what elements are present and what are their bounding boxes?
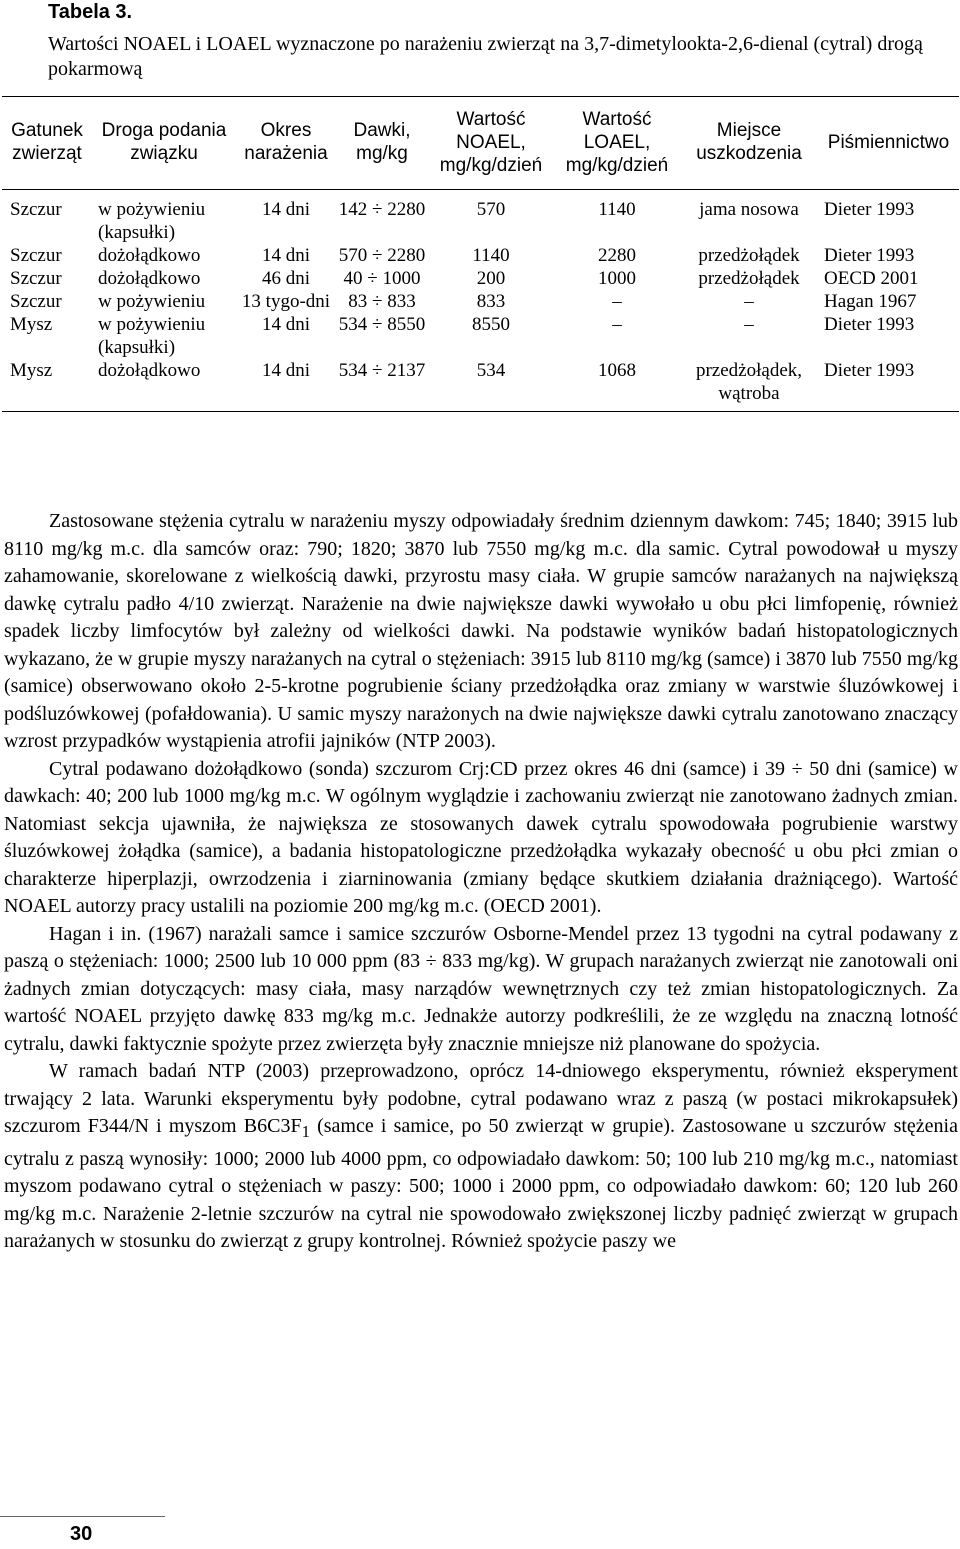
header-period: Okres narażenia bbox=[236, 97, 336, 190]
footer-rule bbox=[0, 1516, 165, 1517]
table-row bbox=[2, 267, 959, 290]
cell-species: Mysz bbox=[2, 359, 92, 412]
cell-loael: 1000 bbox=[598, 268, 636, 289]
cell-noael: 1140 bbox=[472, 245, 510, 266]
cell-species: Szczur bbox=[10, 199, 62, 220]
paragraph: Cytral podawano dożołądkowo (sonda) szczurom Crj:CD przez okres 46 dni (samce) i 39 ÷ 50 dni (samice) w dawkach: 40; 200 lub 1000 mg/kg m.c. W ogólnym wyglądzie i zachowaniu zwierząt nie zanotowano żadnych zmian. Natomiast sekcja ujawniła, że największa ze stosowanych dawek cytralu spowodowała pogrubienie warstwy śluzówkowej żołądka (samice), a badania histopatologiczne przedżołądka wykazały obecność u obu płci zmian o charakterze hiperplazji, owrzodzenia i ziarninowania (zmiany będące skutkiem działania drażniącego). Wartość NOAEL autorzy pracy ustalili na poziomie 200 mg/kg m.c. (OECD 2001). bbox=[4, 757, 958, 917]
table-header-row bbox=[2, 97, 959, 190]
cell-loael: – bbox=[612, 291, 622, 312]
cell-damage-site: przedżołądek bbox=[698, 245, 800, 266]
cell-period: 46 dni bbox=[261, 268, 311, 289]
header-noael: Wartość NOAEL, mg/kg/dzień bbox=[428, 97, 554, 190]
cell-noael: 570 bbox=[476, 199, 506, 220]
cell-doses: 570 ÷ 2280 bbox=[338, 245, 426, 266]
cell-reference: OECD 2001 bbox=[824, 268, 919, 289]
cell-species: Szczur bbox=[10, 291, 62, 312]
cell-reference: Dieter 1993 bbox=[824, 199, 915, 220]
cell-doses: 534 ÷ 2137 bbox=[336, 359, 428, 412]
cell-species: Szczur bbox=[10, 268, 62, 289]
paragraph-text: W ramach badań NTP (2003) przeprowadzono, oprócz 14-dniowego eksperymentu, również eksperyment trwający 2 lata. Warunki eksperymentu były podobne, cytral podawano wraz z paszą (w postaci mikrokapsułek) szczurom F344/N i myszom B6C3F bbox=[4, 1060, 958, 1137]
subscript: 1 bbox=[301, 1122, 310, 1141]
cell-period: 14 dni bbox=[261, 314, 311, 335]
cell-loael: – bbox=[612, 314, 622, 335]
cell-period: 14 dni bbox=[236, 359, 336, 412]
body-text bbox=[4, 508, 958, 1256]
cell-damage-site: – bbox=[744, 291, 754, 312]
header-route: Droga podania związku bbox=[92, 97, 236, 190]
paragraph bbox=[4, 1058, 958, 1256]
cell-species: Szczur bbox=[10, 245, 62, 266]
table-row bbox=[2, 190, 959, 245]
table-title: Wartości NOAEL i LOAEL wyznaczone po narażeniu zwierząt na 3,7-dimetylookta-2,6-dienal (cytral) drogą pokarmową bbox=[48, 33, 923, 80]
cell-route: w pożywieniu (kapsułki) bbox=[98, 314, 206, 358]
cell-loael: 2280 bbox=[598, 245, 636, 266]
cell-doses: 142 ÷ 2280 bbox=[338, 199, 426, 220]
cell-reference: Hagan 1967 bbox=[824, 291, 917, 312]
cell-doses: 534 ÷ 8550 bbox=[338, 314, 426, 335]
cell-route: dożołądkowo bbox=[92, 359, 236, 412]
cell-noael: 8550 bbox=[472, 314, 510, 335]
header-damage-site: Miejsce uszkodzenia bbox=[680, 97, 818, 190]
cell-reference: Dieter 1993 bbox=[818, 359, 959, 412]
paragraph-text: (samce i samice, po 50 zwierząt w grupie). Zastosowane u szczurów stężenia cytralu z paszą wynosiły: 1000; 2000 lub 4000 ppm, co odpowiadało dawkom: 50; 100 lub 210 mg/kg m.c., natomiast myszom podawano cytral o stężeniach w paszy: 500; 1000 i 2000 ppm, co odpowiadało dawkom: 60; 120 lub 260 mg/kg m.c. Narażenie 2-letnie szczurów na cytral nie spowodowało zwiększonej liczby padnięć zwierząt w grupach narażanych w stosunku do zwierząt z grupy kontrolnej. Również spożycie paszy we bbox=[4, 1115, 958, 1252]
cell-reference: Dieter 1993 bbox=[824, 245, 915, 266]
cell-damage-site: przedżołądek, wątroba bbox=[680, 359, 818, 412]
header-references: Piśmiennictwo bbox=[818, 97, 959, 190]
header-doses: Dawki, mg/kg bbox=[336, 97, 428, 190]
page-number: 30 bbox=[70, 1523, 93, 1545]
cell-reference: Dieter 1993 bbox=[824, 314, 915, 335]
cell-noael: 534 bbox=[428, 359, 554, 412]
header-species: Gatunek zwierząt bbox=[2, 97, 92, 190]
table-row bbox=[2, 244, 959, 267]
table-row bbox=[2, 313, 959, 359]
cell-doses: 83 ÷ 833 bbox=[348, 291, 416, 312]
cell-noael: 833 bbox=[476, 291, 506, 312]
cell-period: 14 dni bbox=[261, 245, 311, 266]
cell-route: dożołądkowo bbox=[98, 245, 201, 266]
cell-route: dożołądkowo bbox=[98, 268, 201, 289]
cell-noael: 200 bbox=[476, 268, 506, 289]
paragraph: Zastosowane stężenia cytralu w narażeniu myszy odpowiadały średnim dziennym dawkom: 745; 1840; 3915 lub 8110 mg/kg m.c. dla samców oraz: 790; 1820; 3870 lub 7550 mg/kg m.c. dla samic. Cytral powodował u myszy zahamowanie, skorelowane z wielkością dawki, przyrostu masy ciała. W grupie samców narażanych na największą dawkę cytralu padło 4/10 zwierząt. Narażenie na dwie największe dawki wywołało u obu płci limfopenię, również spadek liczby limfocytów był zależny od wielkości dawki. Na podstawie wyników badań histopatologicznych wykazano, że w grupie myszy narażanych na cytral o stężeniach: 3915 lub 8110 mg/kg (samce) i 3870 lub 7550 mg/kg (samice) obserwowano około 2-5-krotne pogrubienie ściany przedżołądka oraz zmiany w warstwie śluzówkowej i podśluzówkowej (pofałdowania). U samic myszy narażonych na dwie największe dawki cytralu zanotowano znaczący wzrost przypadków wystąpienia atrofii jajników (NTP 2003). bbox=[4, 510, 958, 752]
cell-period: 14 dni bbox=[261, 199, 311, 220]
cell-damage-site: – bbox=[744, 314, 754, 335]
cell-damage-site: przedżołądek bbox=[698, 268, 800, 289]
table-caption: Tabela 3. bbox=[48, 1, 133, 23]
cell-period: 13 tygo-dni bbox=[241, 291, 331, 312]
table-row bbox=[2, 290, 959, 313]
header-loael: Wartość LOAEL, mg/kg/dzień bbox=[554, 97, 680, 190]
cell-loael: 1068 bbox=[554, 359, 680, 412]
table-row bbox=[2, 359, 959, 412]
cell-loael: 1140 bbox=[598, 199, 636, 220]
cell-route: w pożywieniu bbox=[98, 291, 206, 312]
noael-loael-table bbox=[2, 96, 959, 412]
paragraph: Hagan i in. (1967) narażali samce i samice szczurów Osborne-Mendel przez 13 tygodni na cytral podawany z paszą o stężeniach: 1000; 2500 lub 10 000 ppm (83 ÷ 833 mg/kg). W grupach narażanych zwierząt nie zanotowali oni żadnych zmian dotyczących: masy ciała, masy narządów wewnętrznych czy też zmian histopatologicznych. Za wartość NOAEL przyjęto dawkę 833 mg/kg m.c. Jednakże autorzy podkreślili, że ze względu na znaczną lotność cytralu, dawki faktycznie spożyte przez zwierzęta były znacznie mniejsze niż planowane do spożycia. bbox=[4, 922, 958, 1055]
cell-damage-site: jama nosowa bbox=[699, 199, 799, 220]
cell-doses: 40 ÷ 1000 bbox=[343, 268, 421, 289]
cell-species: Mysz bbox=[10, 314, 53, 335]
cell-route: w pożywieniu (kapsułki) bbox=[98, 199, 206, 243]
